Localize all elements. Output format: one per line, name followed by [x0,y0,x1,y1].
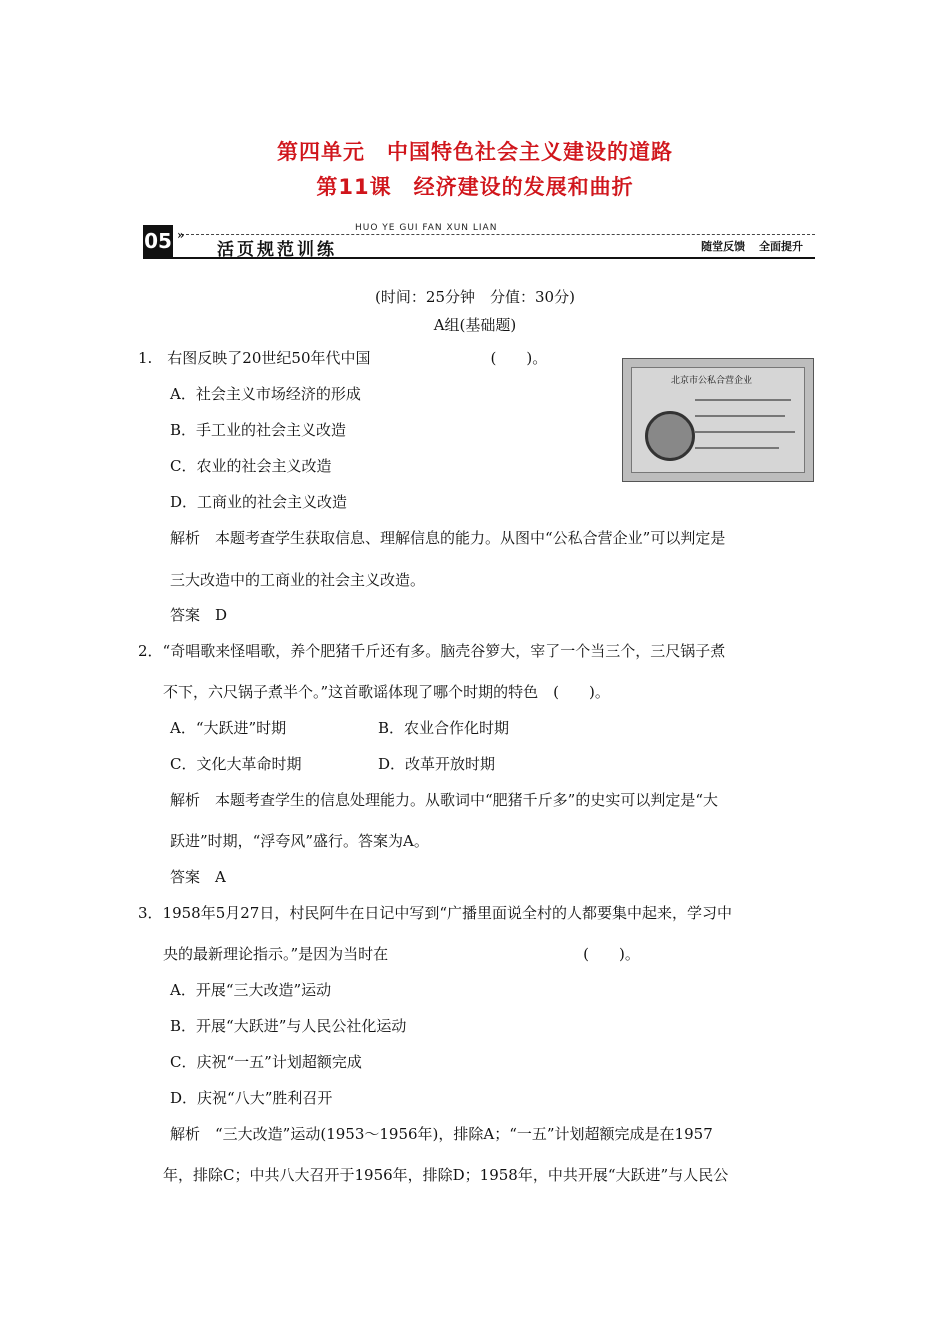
section-banner [143,223,815,261]
question-1-stem: 1. 右图反映了20世纪50年代中国 ( )。 [138,349,548,367]
seal-stamp [645,411,695,461]
banner-slogan: 随堂反馈 全面提升 [701,240,803,253]
banner-title: 活页规范训练 [217,240,337,260]
text-line [695,399,791,401]
question-2-stem-cont: 不下，六尺锅子煮半个。”这首歌谣体现了哪个时期的特色 ( )。 [163,683,610,701]
question-1-analysis-cont: 三大改造中的工商业的社会主义改造。 [170,571,426,589]
question-1-option-d: D．工商业的社会主义改造 [170,493,348,511]
question-2-option-a: A．“大跃进”时期 [170,719,287,737]
lesson-title: 第11课 经济建设的发展和曲折 [316,175,634,199]
question-2-option-d: D．改革开放时期 [378,755,496,773]
question-3-analysis-cont: 年，排除C；中共八大召开于1956年，排除D；1958年，中共开展“大跃进”与人民公 [163,1166,729,1184]
question-1-option-a: A．社会主义市场经济的形成 [170,385,361,403]
question-1-option-c: C．农业的社会主义改造 [170,457,332,475]
question-2-stem: 2．“奇唱歌来怪唱歌，养个肥猪千斤还有多。脑壳谷箩大，宰了一个当三个，三尺锅子煮 [138,642,726,660]
group-label: A组(基础题) [433,316,517,334]
question-3-option-b: B．开展“大跃进”与人民公社化运动 [170,1017,407,1035]
text-line [695,447,779,449]
banner-pinyin: HUO YE GUI FAN XUN LIAN [355,223,498,233]
question-2-analysis: 解析 本题考查学生的信息处理能力。从歌词中“肥猪千斤多”的史实可以判定是“大 [170,791,719,809]
question-2-analysis-cont: 跃进”时期，“浮夸风”盛行。答案为A。 [170,832,429,850]
question-3-option-d: D．庆祝“八大”胜利召开 [170,1089,333,1107]
question-2-answer: 答案 A [170,868,226,886]
question-3-analysis: 解析 “三大改造”运动(1953～1956年)，排除A；“一五”计划超额完成是在1957 [170,1125,713,1143]
question-3-option-a: A．开展“三大改造”运动 [170,981,332,999]
question-3-stem-cont: 央的最新理论指示。”是因为当时在 ( )。 [163,945,640,963]
text-line [695,431,795,433]
text-line [695,415,785,417]
time-score: (时间：25分钟 分值：30分) [375,288,575,306]
photo-certificate [622,358,814,482]
double-arrow-icon: » [177,228,185,242]
question-2-option-c: C．文化大革命时期 [170,755,302,773]
question-2-option-b: B．农业合作化时期 [378,719,510,737]
question-1-answer: 答案 D [170,606,228,624]
banner-number: 05 [143,225,173,257]
unit-title: 第四单元 中国特色社会主义建设的道路 [277,140,673,164]
photo-caption: 北京市公私合营企业 [671,376,753,386]
question-3-option-c: C．庆祝“一五”计划超额完成 [170,1053,362,1071]
question-3-stem: 3．1958年5月27日，村民阿牛在日记中写到“广播里面说全村的人都要集中起来，学习中 [138,904,733,922]
question-1-option-b: B．手工业的社会主义改造 [170,421,347,439]
banner-rule [143,257,815,259]
question-1-analysis: 解析 本题考查学生获取信息、理解信息的能力。从图中“公私合营企业”可以判定是 [170,529,726,547]
